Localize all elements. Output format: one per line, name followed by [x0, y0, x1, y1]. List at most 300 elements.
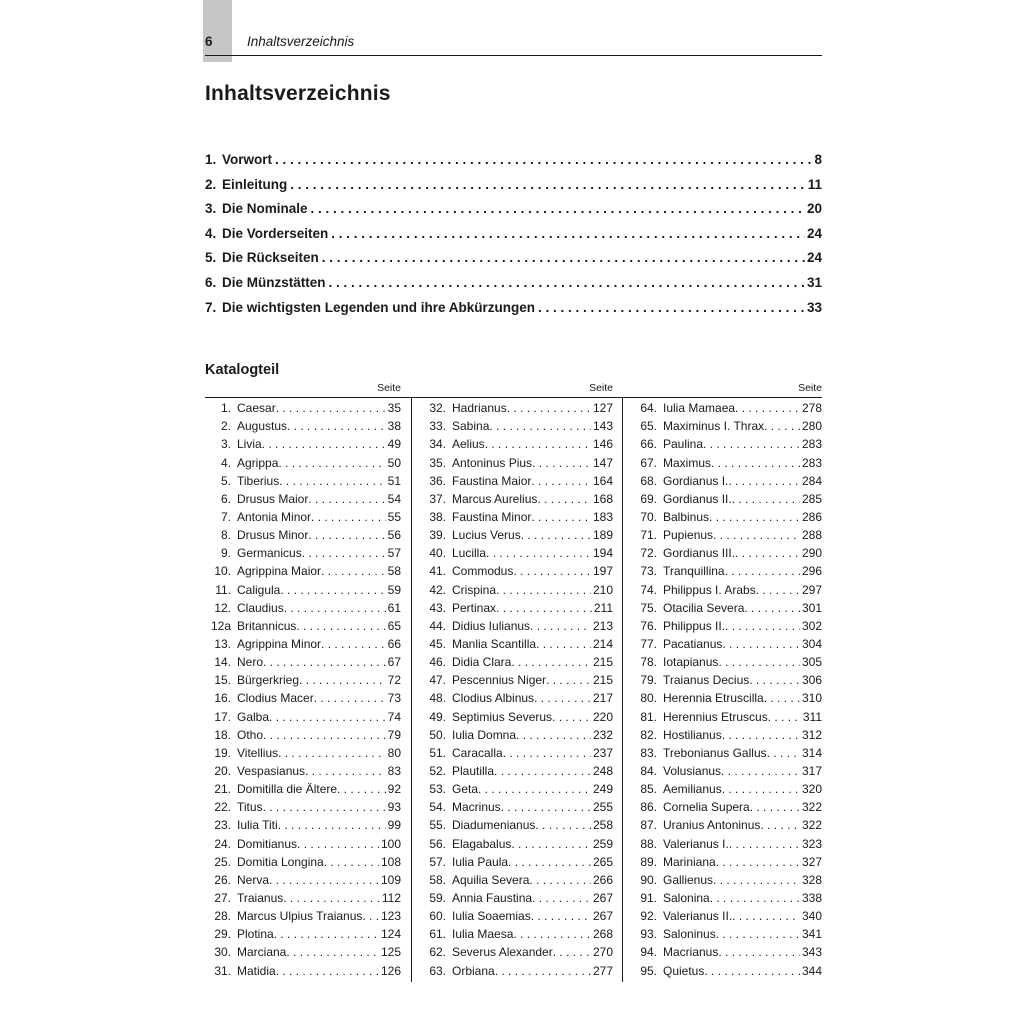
catalog-entry	[420, 710, 613, 728]
catalog-entry-page: 83	[387, 763, 401, 778]
catalog-entry-number: 46.	[429, 655, 446, 670]
dot-leader	[322, 250, 805, 265]
dot-leader	[546, 673, 591, 687]
catalog-entry	[205, 528, 401, 546]
catalog-entry-label: Maximinus I. Thrax	[663, 419, 765, 434]
catalog-entry	[631, 474, 822, 492]
catalog-entry-label: Iulia Maesa	[452, 927, 514, 942]
catalog-entry-page: 99	[387, 818, 401, 833]
dot-leader	[280, 583, 385, 597]
dot-leader	[735, 546, 800, 560]
catalog-entry	[205, 401, 401, 419]
catalog-entry-label: Severus Alexander	[452, 945, 553, 960]
catalog-entry	[631, 655, 822, 673]
catalog-entry-number: 62.	[429, 945, 446, 960]
catalog-entry-label: Nero	[237, 655, 264, 670]
catalog-entry	[631, 583, 822, 601]
catalog-entry-label: Germanicus	[237, 546, 302, 561]
catalog-entry-label: Didius Iulianus	[452, 618, 531, 633]
dot-leader	[308, 528, 385, 542]
catalog-entry-label: Caesar	[237, 401, 276, 416]
catalog-entry-number: 13.	[214, 636, 231, 651]
catalog-entry	[631, 637, 822, 655]
catalog-entry	[631, 492, 822, 510]
catalog-entry-number: 48.	[429, 691, 446, 706]
dot-leader	[756, 583, 800, 597]
catalog-entry-number: 36.	[429, 473, 446, 488]
catalog-entry-label: Matidia	[237, 963, 276, 978]
catalog-entry-label: Gordianus I.	[663, 473, 729, 488]
dot-leader	[496, 601, 592, 615]
catalog-entry-label: Pertinax	[452, 600, 497, 615]
toc-item-number: 2.	[205, 176, 217, 192]
dot-leader	[279, 474, 385, 488]
catalog-entry	[420, 728, 613, 746]
dot-leader	[503, 746, 591, 760]
catalog-entry-page: 344	[801, 963, 822, 978]
catalog-entry-page: 65	[387, 618, 401, 633]
catalog-entry	[205, 873, 401, 891]
catalog-entry	[205, 800, 401, 818]
catalog-entry-label: Bürgerkrieg	[237, 673, 300, 688]
catalog-entry-number: 80.	[640, 691, 657, 706]
catalog-entry-number: 25.	[214, 854, 231, 869]
catalog-entry	[631, 456, 822, 474]
dot-leader	[535, 818, 591, 832]
catalog-entry-label: Caracalla	[452, 745, 503, 760]
dot-leader	[262, 437, 386, 451]
dot-leader	[760, 818, 800, 832]
catalog-entry	[205, 691, 401, 709]
toc-item-page: 24	[806, 250, 822, 266]
dot-leader	[511, 837, 591, 851]
dot-leader	[536, 637, 591, 651]
catalog-entry	[205, 964, 401, 982]
catalog-entry-number: 14.	[214, 655, 231, 670]
catalog-entry-number: 95.	[640, 963, 657, 978]
catalog-entry-label: Salonina	[663, 890, 710, 905]
catalog-entry-number: 38.	[429, 510, 446, 524]
toc-item-number: 3.	[205, 201, 217, 217]
dot-leader	[531, 474, 591, 488]
catalog-entry-label: Elagabalus	[452, 836, 512, 851]
catalog-entry-label: Antonia Minor	[237, 510, 312, 524]
catalog-entry-number: 69.	[640, 491, 657, 506]
catalog-entry-page: 213	[592, 618, 613, 633]
catalog-entry-label: Drusus Minor	[237, 528, 309, 543]
dot-leader	[513, 564, 591, 578]
dot-leader	[321, 564, 386, 578]
dot-leader	[296, 619, 385, 633]
catalog-entry	[631, 800, 822, 818]
catalog-entry-label: Gallienus	[663, 872, 714, 887]
catalog-entry-number: 88.	[640, 836, 657, 851]
catalog-entry-number: 23.	[214, 818, 231, 833]
catalog-entry-label: Traianus	[237, 890, 284, 905]
toc-item-page: 31	[806, 274, 822, 290]
catalog-entry-page: 74	[387, 709, 401, 724]
dot-leader	[496, 583, 591, 597]
catalog-entry	[205, 546, 401, 564]
catalog-entry-number: 7.	[220, 510, 231, 524]
catalog-column-headers	[205, 382, 822, 398]
catalog-entry	[420, 655, 613, 673]
catalog-entry	[631, 710, 822, 728]
catalog-entry-page: 189	[592, 528, 613, 543]
dot-leader	[275, 152, 812, 167]
catalog-entry-number: 56.	[429, 836, 446, 851]
catalog-entry-label: Britannicus	[237, 618, 297, 633]
catalog-entry	[205, 474, 401, 492]
catalog-entry	[631, 601, 822, 619]
catalog-entry-page: 72	[387, 673, 401, 688]
catalog-entry-label: Caligula	[237, 582, 281, 597]
catalog-entry-label: Iulia Domna	[452, 727, 517, 742]
catalog-entry-page: 112	[381, 890, 401, 905]
catalog-entry-label: Traianus Decius	[663, 673, 750, 688]
catalog-entry-page: 58	[387, 564, 401, 579]
toc-item-label: Einleitung	[222, 176, 288, 192]
catalog-entry-number: 81.	[640, 709, 657, 724]
catalog-entry-page: 210	[592, 582, 613, 597]
catalog-entry-label: Orbiana	[452, 963, 495, 978]
catalog-entry-label: Livia	[237, 437, 262, 452]
catalog-entry	[420, 419, 613, 437]
running-header-title: Inhaltsverzeichnis	[247, 34, 355, 49]
catalog-entry	[420, 800, 613, 818]
catalog-entry-page: 147	[592, 455, 613, 470]
toc-item-page: 24	[806, 225, 822, 241]
dot-leader	[308, 492, 385, 506]
catalog-entry	[420, 782, 613, 800]
catalog-entry-label: Trebonianus Gallus	[663, 745, 767, 760]
catalog-entry-number: 17.	[214, 709, 231, 724]
dot-leader	[529, 873, 591, 887]
seite-label: Seite	[798, 382, 822, 395]
catalog-entry-page: 314	[801, 745, 822, 760]
catalog-entry-label: Vitellius	[237, 745, 279, 760]
catalog-entry-page: 285	[801, 491, 822, 506]
catalog-entry	[420, 510, 613, 528]
toc-item-number: 7.	[205, 299, 217, 315]
catalog-entry-number: 65.	[640, 419, 657, 434]
catalog-entry	[205, 637, 401, 655]
catalog-entry-number: 93.	[640, 927, 657, 942]
catalog-entry-page: 255	[592, 800, 613, 815]
catalog-entry-page: 322	[801, 818, 822, 833]
catalog-entry-page: 50	[387, 455, 401, 470]
catalog-entry-number: 50.	[429, 727, 446, 742]
catalog-entry-number: 4.	[220, 455, 231, 470]
catalog-entry	[420, 891, 613, 909]
catalog-entry-number: 29.	[214, 927, 231, 942]
toc-item-number: 4.	[205, 225, 217, 241]
catalog-entry-number: 51.	[429, 745, 446, 760]
catalog-entry-number: 89.	[640, 854, 657, 869]
catalog-entry-number: 64.	[640, 401, 657, 416]
catalog-entry-number: 52.	[429, 763, 446, 778]
catalog-entry-page: 280	[801, 419, 822, 434]
catalog-entry-page: 80	[387, 745, 401, 760]
catalog-entry-number: 6.	[220, 491, 231, 506]
catalog-entry-page: 237	[592, 745, 613, 760]
catalog-entry-number: 58.	[429, 872, 446, 887]
catalog-entry-page: 322	[801, 800, 822, 815]
catalog-entry-number: 12.	[214, 600, 231, 615]
catalog-entry	[420, 601, 613, 619]
catalog-entry	[205, 710, 401, 728]
catalog-entry-label: Diadumenianus	[452, 818, 536, 833]
catalog-entry-number: 63.	[429, 963, 446, 978]
dot-leader	[725, 564, 800, 578]
catalog-entry-label: Marcus Aurelius	[452, 491, 538, 506]
dot-leader	[711, 456, 800, 470]
catalog-entry-number: 9.	[220, 546, 231, 561]
dot-leader	[716, 855, 800, 869]
catalog-entry-number: 85.	[640, 782, 657, 797]
catalog-entry	[420, 437, 613, 455]
catalog-entry	[205, 891, 401, 909]
catalog-entry-page: 317	[801, 763, 822, 778]
dot-leader	[337, 782, 386, 796]
catalog-entry-label: Nerva	[237, 872, 270, 887]
catalog-entry-label: Annia Faustina	[452, 890, 533, 905]
catalog-entry-number: 15.	[214, 673, 231, 688]
catalog-entry-page: 268	[592, 927, 613, 942]
dot-leader	[729, 837, 800, 851]
catalog-entry-label: Plautilla	[452, 763, 495, 778]
catalog-entry	[205, 619, 401, 637]
catalog-entry-number: 26.	[214, 872, 231, 887]
running-header	[205, 0, 822, 56]
toc-item-number: 1.	[205, 152, 217, 167]
dot-leader	[732, 492, 800, 506]
catalog-entry	[205, 782, 401, 800]
catalog-entry	[420, 855, 613, 873]
catalog-entry-label: Clodius Albinus	[452, 691, 535, 706]
catalog-entry	[631, 837, 822, 855]
catalog-entry-page: 283	[801, 455, 822, 470]
catalog-entry	[205, 437, 401, 455]
toc-item-number: 5.	[205, 250, 217, 266]
catalog-entry-number: 55.	[429, 818, 446, 833]
dot-leader	[703, 437, 800, 451]
catalog-entry-number: 35.	[429, 455, 446, 470]
catalog-entry-page: 59	[387, 582, 401, 597]
catalog-entry-label: Agrippa	[237, 455, 279, 470]
catalog-entry-number: 11.	[215, 582, 231, 597]
catalog-entry-number: 47.	[429, 673, 446, 688]
catalog-entry-page: 297	[801, 582, 822, 597]
dot-leader	[537, 492, 591, 506]
catalog-entry-label: Mariniana	[663, 854, 716, 869]
catalog-entry-number: 59.	[429, 890, 446, 905]
catalog-entry-number: 87.	[640, 818, 657, 833]
catalog-entry-page: 38	[387, 419, 401, 434]
catalog-entry-number: 32.	[429, 401, 446, 416]
catalog-entry-label: Titus	[237, 800, 263, 815]
catalog-entry-label: Macrinus	[452, 800, 501, 815]
catalog-entry-number: 53.	[429, 782, 446, 797]
catalog-entry-number: 72.	[640, 546, 657, 561]
catalog-entry	[420, 583, 613, 601]
catalog-entry-number: 83.	[640, 745, 657, 760]
catalog-entry-number: 76.	[640, 618, 657, 633]
toc-item-label: Die Rückseiten	[222, 250, 319, 266]
catalog-entry	[420, 637, 613, 655]
toc-item	[205, 201, 822, 226]
catalog-entry-page: 66	[387, 636, 401, 651]
catalog-entry	[205, 492, 401, 510]
catalog-entry	[205, 583, 401, 601]
catalog-entry	[205, 837, 401, 855]
catalog-entry	[205, 564, 401, 582]
catalog-entry-page: 93	[387, 800, 401, 815]
catalog-entry-number: 60.	[429, 909, 446, 924]
dot-leader	[552, 710, 591, 724]
catalog-entry-label: Volusianus	[663, 763, 722, 778]
catalog-entry-label: Agrippina Minor	[237, 636, 322, 651]
catalog-entry-number: 30.	[214, 945, 231, 960]
catalog-entry-page: 328	[801, 872, 822, 887]
catalog-entry-label: Iulia Titi	[237, 818, 278, 833]
catalog-column	[411, 398, 622, 982]
catalog-entry-page: 125	[380, 945, 401, 960]
catalog-entry-number: 42.	[429, 582, 446, 597]
catalog-entry	[631, 510, 822, 528]
catalog-entry-number: 92.	[640, 909, 657, 924]
catalog-entry-number: 66.	[640, 437, 657, 452]
catalog-entry-label: Marcus Ulpius Traianus	[237, 909, 363, 924]
catalog-entry-page: 54	[387, 491, 401, 506]
catalog-entry-label: Otacilia Severa	[663, 600, 745, 615]
catalog-entry-page: 286	[801, 510, 822, 524]
catalog-entry	[631, 528, 822, 546]
catalog-heading: Katalogteil	[205, 362, 280, 379]
dot-leader	[269, 873, 379, 887]
seite-label: Seite	[589, 382, 613, 395]
dot-leader	[263, 800, 386, 814]
catalog-entry	[420, 927, 613, 945]
catalog-entry-number: 22.	[214, 800, 231, 815]
catalog-entry-number: 27.	[214, 890, 231, 905]
catalog-entry-label: Herennius Etruscus	[663, 709, 768, 724]
catalog-entry-page: 258	[592, 818, 613, 833]
catalog-entry-page: 100	[380, 836, 401, 851]
catalog-entry-label: Faustina Maior	[452, 473, 532, 488]
catalog-entry-number: 39.	[429, 528, 446, 543]
catalog-entry	[420, 746, 613, 764]
dot-leader	[531, 510, 591, 524]
catalog-entry	[631, 764, 822, 782]
dot-leader	[278, 456, 385, 470]
catalog-entry	[631, 818, 822, 836]
catalog-entry	[420, 764, 613, 782]
catalog-entry-page: 296	[801, 564, 822, 579]
dot-leader	[485, 437, 591, 451]
catalog-entry-page: 267	[592, 890, 613, 905]
dot-leader	[764, 419, 800, 433]
dot-leader	[521, 528, 591, 542]
dot-leader	[713, 528, 800, 542]
dot-leader	[722, 782, 800, 796]
catalog-entry-number: 3.	[220, 437, 231, 452]
catalog-entry-page: 51	[387, 473, 401, 488]
catalog-entry-label: Cornelia Supera	[663, 800, 750, 815]
toc-item-page: 20	[806, 201, 822, 217]
catalog-entry-label: Macrianus	[663, 945, 719, 960]
dot-leader	[764, 691, 800, 705]
catalog-entry	[205, 764, 401, 782]
catalog-entry-label: Iotapianus	[663, 655, 719, 670]
dot-leader	[538, 300, 805, 315]
catalog-entry	[205, 945, 401, 963]
catalog-entry-page: 302	[801, 618, 822, 633]
dot-leader	[286, 945, 379, 959]
catalog-entry-label: Antoninus Pius	[452, 455, 533, 470]
catalog-entry-label: Balbinus	[663, 510, 710, 524]
catalog-entry-page: 61	[387, 600, 401, 615]
catalog-entry-number: 40.	[429, 546, 446, 561]
catalog-entry	[205, 601, 401, 619]
catalog-entry-number: 90.	[640, 872, 657, 887]
catalog-entry-label: Pupienus	[663, 528, 714, 543]
dot-leader	[718, 655, 800, 669]
catalog-entry-number: 57.	[429, 854, 446, 869]
catalog-entry-page: 327	[801, 854, 822, 869]
catalog-entry-number: 12a	[210, 618, 231, 633]
catalog-entry-number: 24.	[214, 836, 231, 851]
catalog-entry	[205, 909, 401, 927]
catalog-entry	[631, 746, 822, 764]
catalog-entry-page: 277	[592, 963, 613, 978]
catalog-entry-page: 278	[801, 401, 822, 416]
catalog-entry	[205, 510, 401, 528]
catalog-entry	[631, 873, 822, 891]
catalog-entry-page: 194	[592, 546, 613, 561]
catalog-entry-label: Vespasianus	[237, 763, 306, 778]
toc-item-page: 8	[814, 152, 822, 167]
catalog-entry-label: Clodius Macer	[237, 691, 314, 706]
catalog-entry-label: Saloninus	[663, 927, 716, 942]
catalog-entry-number: 20.	[214, 763, 231, 778]
catalog-entry-page: 109	[380, 872, 401, 887]
catalog-entry-label: Drusus Maior	[237, 491, 309, 506]
toc-item	[205, 275, 822, 300]
catalog-entry	[631, 691, 822, 709]
catalog-entry	[205, 818, 401, 836]
toc-item-label: Die Vorderseiten	[222, 225, 329, 241]
catalog-entry-label: Hostilianus	[663, 727, 722, 742]
catalog-entry	[631, 782, 822, 800]
catalog-entry-page: 183	[592, 510, 613, 524]
catalog-entry-number: 33.	[429, 419, 446, 434]
catalog-entry-number: 84.	[640, 763, 657, 778]
catalog-entry	[631, 619, 822, 637]
catalog-entry-label: Maximus	[663, 455, 712, 470]
catalog-columns	[205, 398, 822, 982]
dot-leader	[532, 891, 591, 905]
dot-leader	[744, 601, 800, 615]
toc-item	[205, 250, 822, 275]
dot-leader	[750, 800, 800, 814]
catalog-entry-number: 44.	[429, 618, 446, 633]
dot-leader	[299, 673, 386, 687]
dot-leader	[290, 177, 805, 192]
catalog-entry-label: Iulia Paula	[452, 854, 509, 869]
catalog-entry-page: 305	[801, 655, 822, 670]
catalog-entry-label: Philippus I. Arabs	[663, 582, 756, 597]
